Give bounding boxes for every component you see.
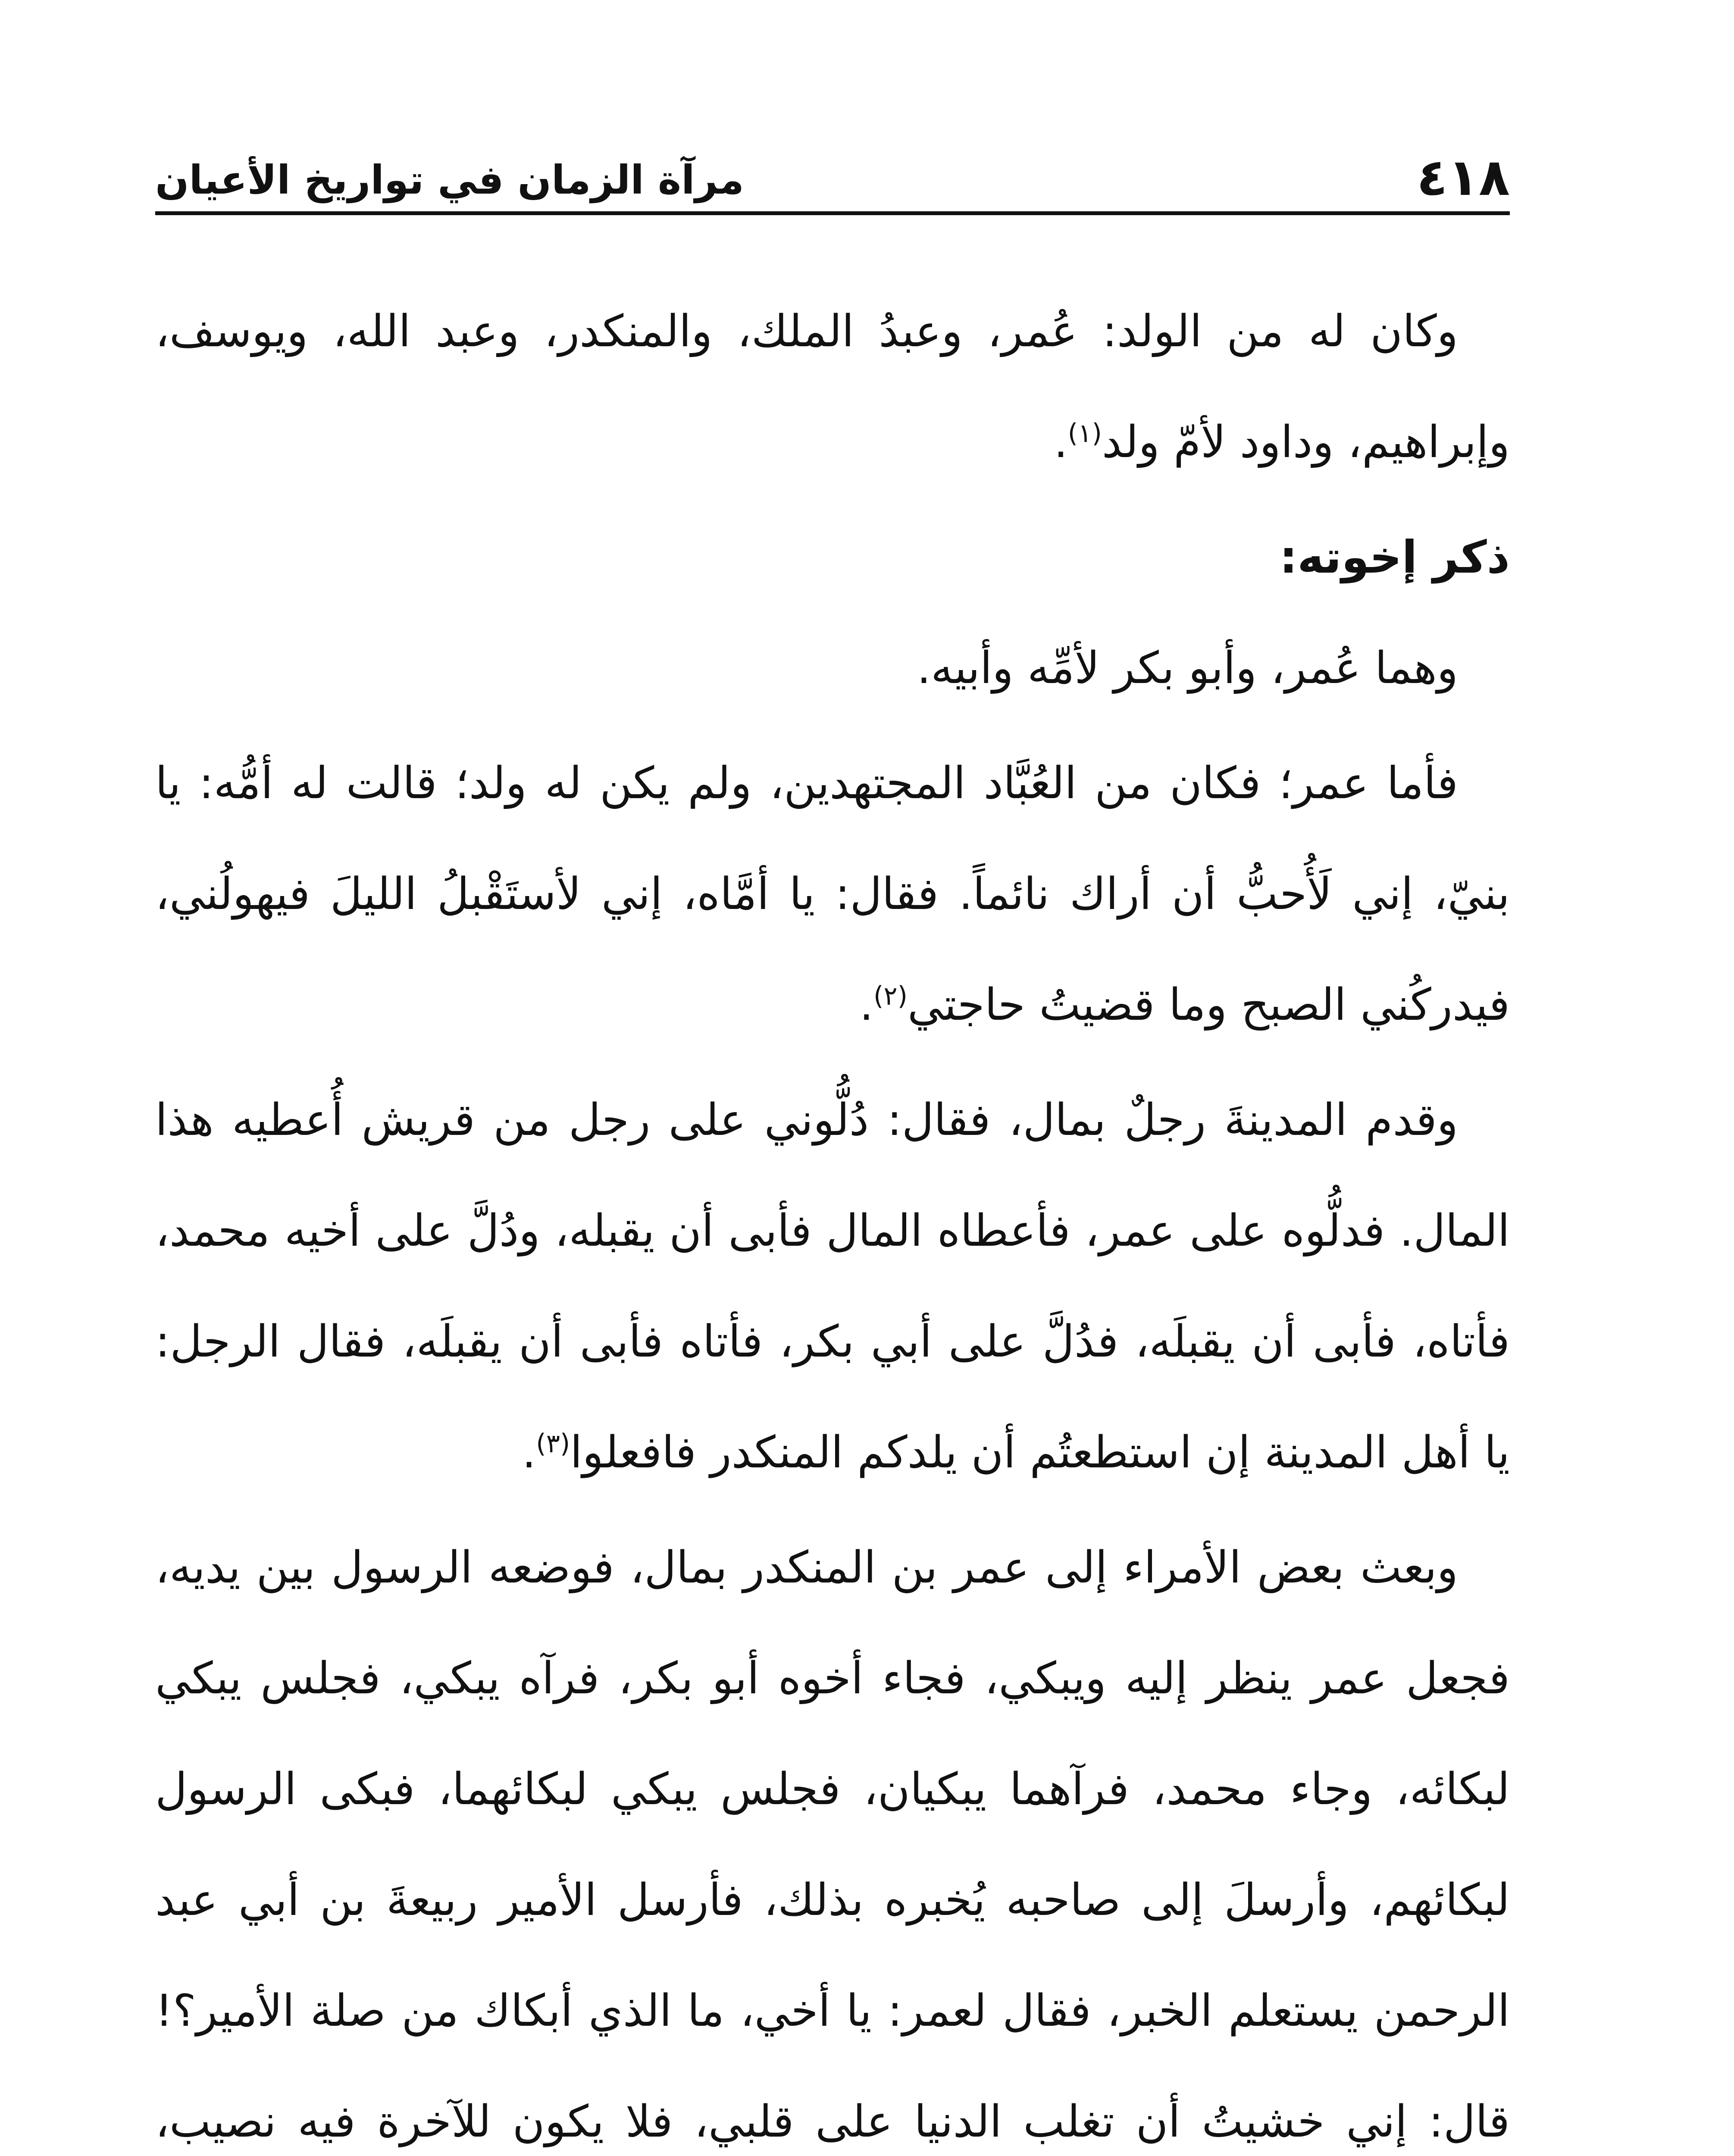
page-number: ٤١٨ <box>1416 147 1510 207</box>
main-text <box>155 276 1510 2156</box>
running-title: مرآة الزمان في تواريخ الأعيان <box>155 157 744 203</box>
footnote-ref-2: (٢) <box>873 981 908 1011</box>
footnote-ref-1: (١) <box>1067 418 1102 448</box>
paragraph-umar: فأما عمر؛ فكان من العُبَّاد المجتهدين، ولم يكن له ولد؛ قالت له أمُّه: يا بنيّ، إني لَأُحبُّ أن أراك نائماً. فقال: يا أمَّاه، إني لأستَقْبلُ الليلَ فيهولُني، فيدركُني الصبح وما قضيتُ حاجتي$^{(٢)}$. <box>155 758 1510 1031</box>
paragraph-emir-gift: وبعث بعض الأمراء إلى عمر بن المنكدر بمال، فوضعه الرسول بين يديه، فجعل عمر ينظر إليه ويبكي، فجاء أخوه أبو بكر، فرآه يبكي، فجلس يبكي لبكائه، وجاء محمد، فرآهما يبكيان، فجلس يبكي لبكائهما، فبكى الرسول لبكائهم، وأرسلَ إلى صاحبه يُخبره بذلك، فأرسل الأمير ربيعةَ بن أبي عبد الرحمن يستعلم الخبر، فقال لعمر: يا أخي، ما الذي أبكاك من صلة الأمير؟! قال: إني خشيتُ أن تغلب الدنيا على قلبي، فلا يكون للآخرة فيه نصيب، <box>155 1542 1510 2147</box>
footnote-ref-3: (٣) <box>536 1429 570 1459</box>
section-heading: ذكر إخوته: <box>1279 531 1510 583</box>
paragraph-brothers: وهما عُمر، وأبو بكر لأمِّه وأبيه. <box>917 642 1458 694</box>
page-header <box>155 129 1510 215</box>
paragraph-children: وكان له من الولد: عُمر، وعبدُ الملك، والمنكدر، وعبد الله، ويوسف، وإبراهيم، وداود لأمّ ولد$^{(١)}$. <box>155 306 1510 468</box>
paragraph-medina-man: وقدم المدينةَ رجلٌ بمال، فقال: دُلُّوني على رجل من قريش أُعطيه هذا المال. فدلُّوه على عمر، فأعطاه المال فأبى أن يقبله، ودُلَّ على أخيه محمد، فأتاه، فأبى أن يقبلَه، فدُلَّ على أبي بكر، فأتاه فأبى أن يقبلَه، فقال الرجل: يا أهل المدينة إن استطعتُم أن يلدكم المنكدر فافعلوا$^{(٣)}$. <box>155 1094 1510 1478</box>
